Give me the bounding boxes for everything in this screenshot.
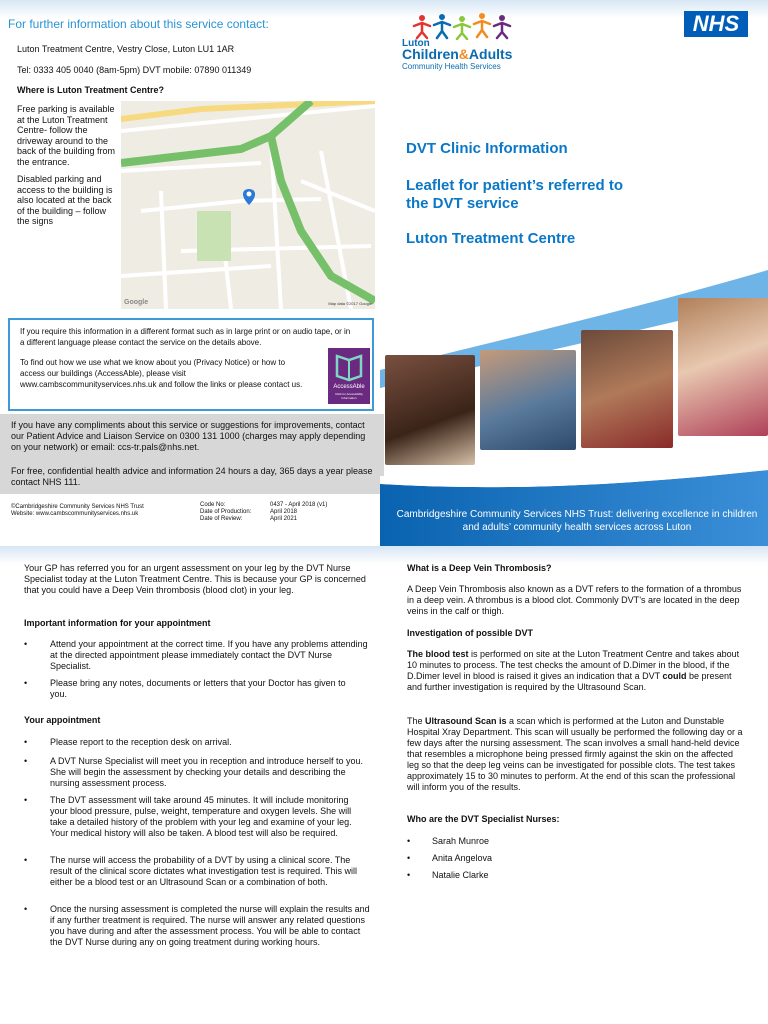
ultrasound-bold: Ultrasound Scan is [425,716,507,726]
blood-test-text [407,649,747,693]
ultrasound-text [407,716,747,793]
photo-mother-baby [385,355,475,465]
top-gradient [0,0,768,18]
map-credit: Map data ©2017 Google [328,301,372,306]
bullet-glyph: • [24,904,28,914]
title-location: Luton Treatment Centre [406,230,576,247]
appointment-item: Once the nursing assessment is completed the nurse will explain the results and if any further treatment is required. The nurse will answer any related questions you have during and after the assessment process. You will be able to contact the DVT Nurse during any on going treatment during working hours. [50,904,370,947]
blood-test-bold: The blood test [407,649,469,659]
website-text: Website: www.cambscommunityservices.nhs.uk [11,511,139,517]
ultrasound-body: a scan which is performed at the Luton and Dunstable Hospital Xray Department. This scan will usually be performed the following day or a few days after the nursing assessment. The scan involves a small hand-held device that resembles a microphone being pressed firmly against the skin on the affected leg so that the deep leg veins can be investigated for possible clots. The test takes approximately 15 to 30 minutes to perform. At the end of this scan the professional will inform you of the results. [407,716,743,792]
blood-test-could: could [662,671,687,681]
bullet-glyph: • [407,870,411,880]
blood-test-body: is performed on site at the Luton Treatment Centre and takes about 10 minutes to process. The test checks the amount of D.Dimer in the blood, if the D.Dimer level in blood is raised it gives an indication that a DVT [407,649,740,681]
bullet-glyph: • [407,836,411,846]
map-google-logo: Google [124,299,149,306]
dvt-text: A Deep Vein Thrombosis also known as a DVT refers to the formation of a thrombus in a deep vein. A thrombus is a blood clot. Commonly DVT’s are located in the deep veins in the calf or thigh. [407,584,742,616]
ultrasound-pre: The [407,716,426,726]
trust-tagline: Cambridgeshire Community Services NHS Trust: delivering excellence in children and adults’ community health services across Luton [396,509,758,533]
accessable-book-icon [328,348,370,384]
appointment-item: A DVT Nurse Specialist will meet you in reception and introduce herself to you. She will begin the assessment by checking your details and describing the nursing assessment process. [50,756,363,788]
contact-phone: Tel: 0333 405 0040 (8am-5pm) DVT mobile: 07890 011349 [17,65,252,75]
luton-children-adults-logo [400,12,540,71]
appointment-item: The DVT assessment will take around 45 minutes. It will include monitoring your blood pressure, pulse, weight, temperature and oxygen levels. She will take a detailed history of the problem with your leg and examine of your leg. Your medical history will also be taken. A blood test will also be required. [50,795,352,838]
logo-subtitle: Community Health Services [402,62,501,71]
disabled-parking-text: Disabled parking and access to the building is also located at the back of the building – follow the signs [17,174,113,226]
bullet-glyph: • [24,678,28,688]
logo-luton-text: Luton [402,38,430,49]
blood-test-end: be present and further investigation is required by the Ultrasound Scan. [407,671,732,692]
map-graphic [121,101,375,309]
info-privacy-text: To find out how we use what we know about you (Privacy Notice) or how to access our buildings (AccessAble), please visit www.cambscommunityservices.nhs.uk and follow the links or please contact us. [20,358,303,389]
pals-text: If you have any compliments about this service or suggestions for improvements, contact our Patient Advice and Liaison Service on 0300 131 1000 (charges may apply depending on your network) or email: ccs-tr.pals@nhs.net. [11,420,366,452]
accessable-button[interactable] [328,348,370,404]
contact-address: Luton Treatment Centre, Vestry Close, Luton LU1 1AR [17,44,235,54]
accessable-sublabel: Click for Accessibility Information [335,392,363,400]
logo-figures-icon [400,12,540,40]
bullet-glyph: • [407,853,411,863]
info-box [8,318,374,411]
info-format-text: If you require this information in a different format such as in large print or on audio tape, or in a different language please contact the service on the details above. [20,327,351,347]
bullet-glyph: • [24,855,28,865]
important-heading: Important information for your appointment [24,618,211,628]
photo-elderly-woman [678,298,768,436]
review-value: April 2021 [270,516,298,522]
investigation-heading: Investigation of possible DVT [407,628,534,638]
production-value: April 2018 [270,509,298,515]
logo-adults: Adults [468,46,513,62]
nhs111-text: For free, confidential health advice and information 24 hours a day, 365 days a year please contact NHS 111. [11,466,373,487]
title-leaflet: Leaflet for patient’s referred to the DVT service [406,177,623,212]
logo-children: Children [402,46,459,62]
appointment-heading: Your appointment [24,715,101,725]
accessable-label: AccessAble [333,384,365,390]
intro-text: Your GP has referred you for an urgent assessment on your leg by the DVT Nurse Specialist today at the Luton Treatment Centre. This is because your GP is concerned that you could have a Deep Vein thrombosis (blood clot) in your leg. [24,563,366,595]
review-label: Date of Review: [200,516,243,522]
bullet-glyph: • [24,639,28,649]
production-label: Date of Production: [200,509,252,515]
nurses-heading: Who are the DVT Specialist Nurses: [407,814,560,824]
logo-amp: & [458,46,469,62]
nurse-name: Sarah Munroe [432,836,490,846]
title-clinic-info: DVT Clinic Information [406,140,568,157]
important-item: Attend your appointment at the correct time. If you have any problems attending at the directed appointment please immediately contact the DVT Nurse Specialist. [50,639,368,671]
parking-text: Free parking is available at the Luton Treatment Centre- follow the driveway around to the back of the building from the entrance. [17,104,116,167]
nhs-logo: NHS [684,11,748,37]
photo-man-headscarf [581,330,673,448]
code-label: Code No: [200,502,226,508]
where-heading: Where is Luton Treatment Centre? [17,85,165,95]
copyright-text: ©Cambridgeshire Community Services NHS Trust [11,504,144,510]
important-item: Please bring any notes, documents or letters that your Doctor has given to you. [50,678,346,699]
dvt-heading: What is a Deep Vein Thrombosis? [407,563,552,573]
nurse-name: Natalie Clarke [432,870,489,880]
bullet-glyph: • [24,795,28,805]
bullet-glyph: • [24,756,28,766]
photo-nurse-child [480,350,576,450]
nurse-name: Anita Angelova [432,853,493,863]
appointment-item: The nurse will access the probability of a DVT by using a clinical score. The result of the clinical score dictates what investigation test is required. This will either be a blood test or an Ultrasound Scan or a combination of both. [50,855,357,887]
bullet-glyph: • [24,737,28,747]
logo-main-text [402,46,512,62]
location-map[interactable] [121,101,375,309]
appointment-item: Please report to the reception desk on arrival. [50,737,232,747]
pals-box [0,414,384,494]
inner-gradient [0,546,768,564]
code-value: 0437 - April 2018 (v1) [270,502,328,508]
contact-heading: For further information about this service contact: [8,17,269,31]
